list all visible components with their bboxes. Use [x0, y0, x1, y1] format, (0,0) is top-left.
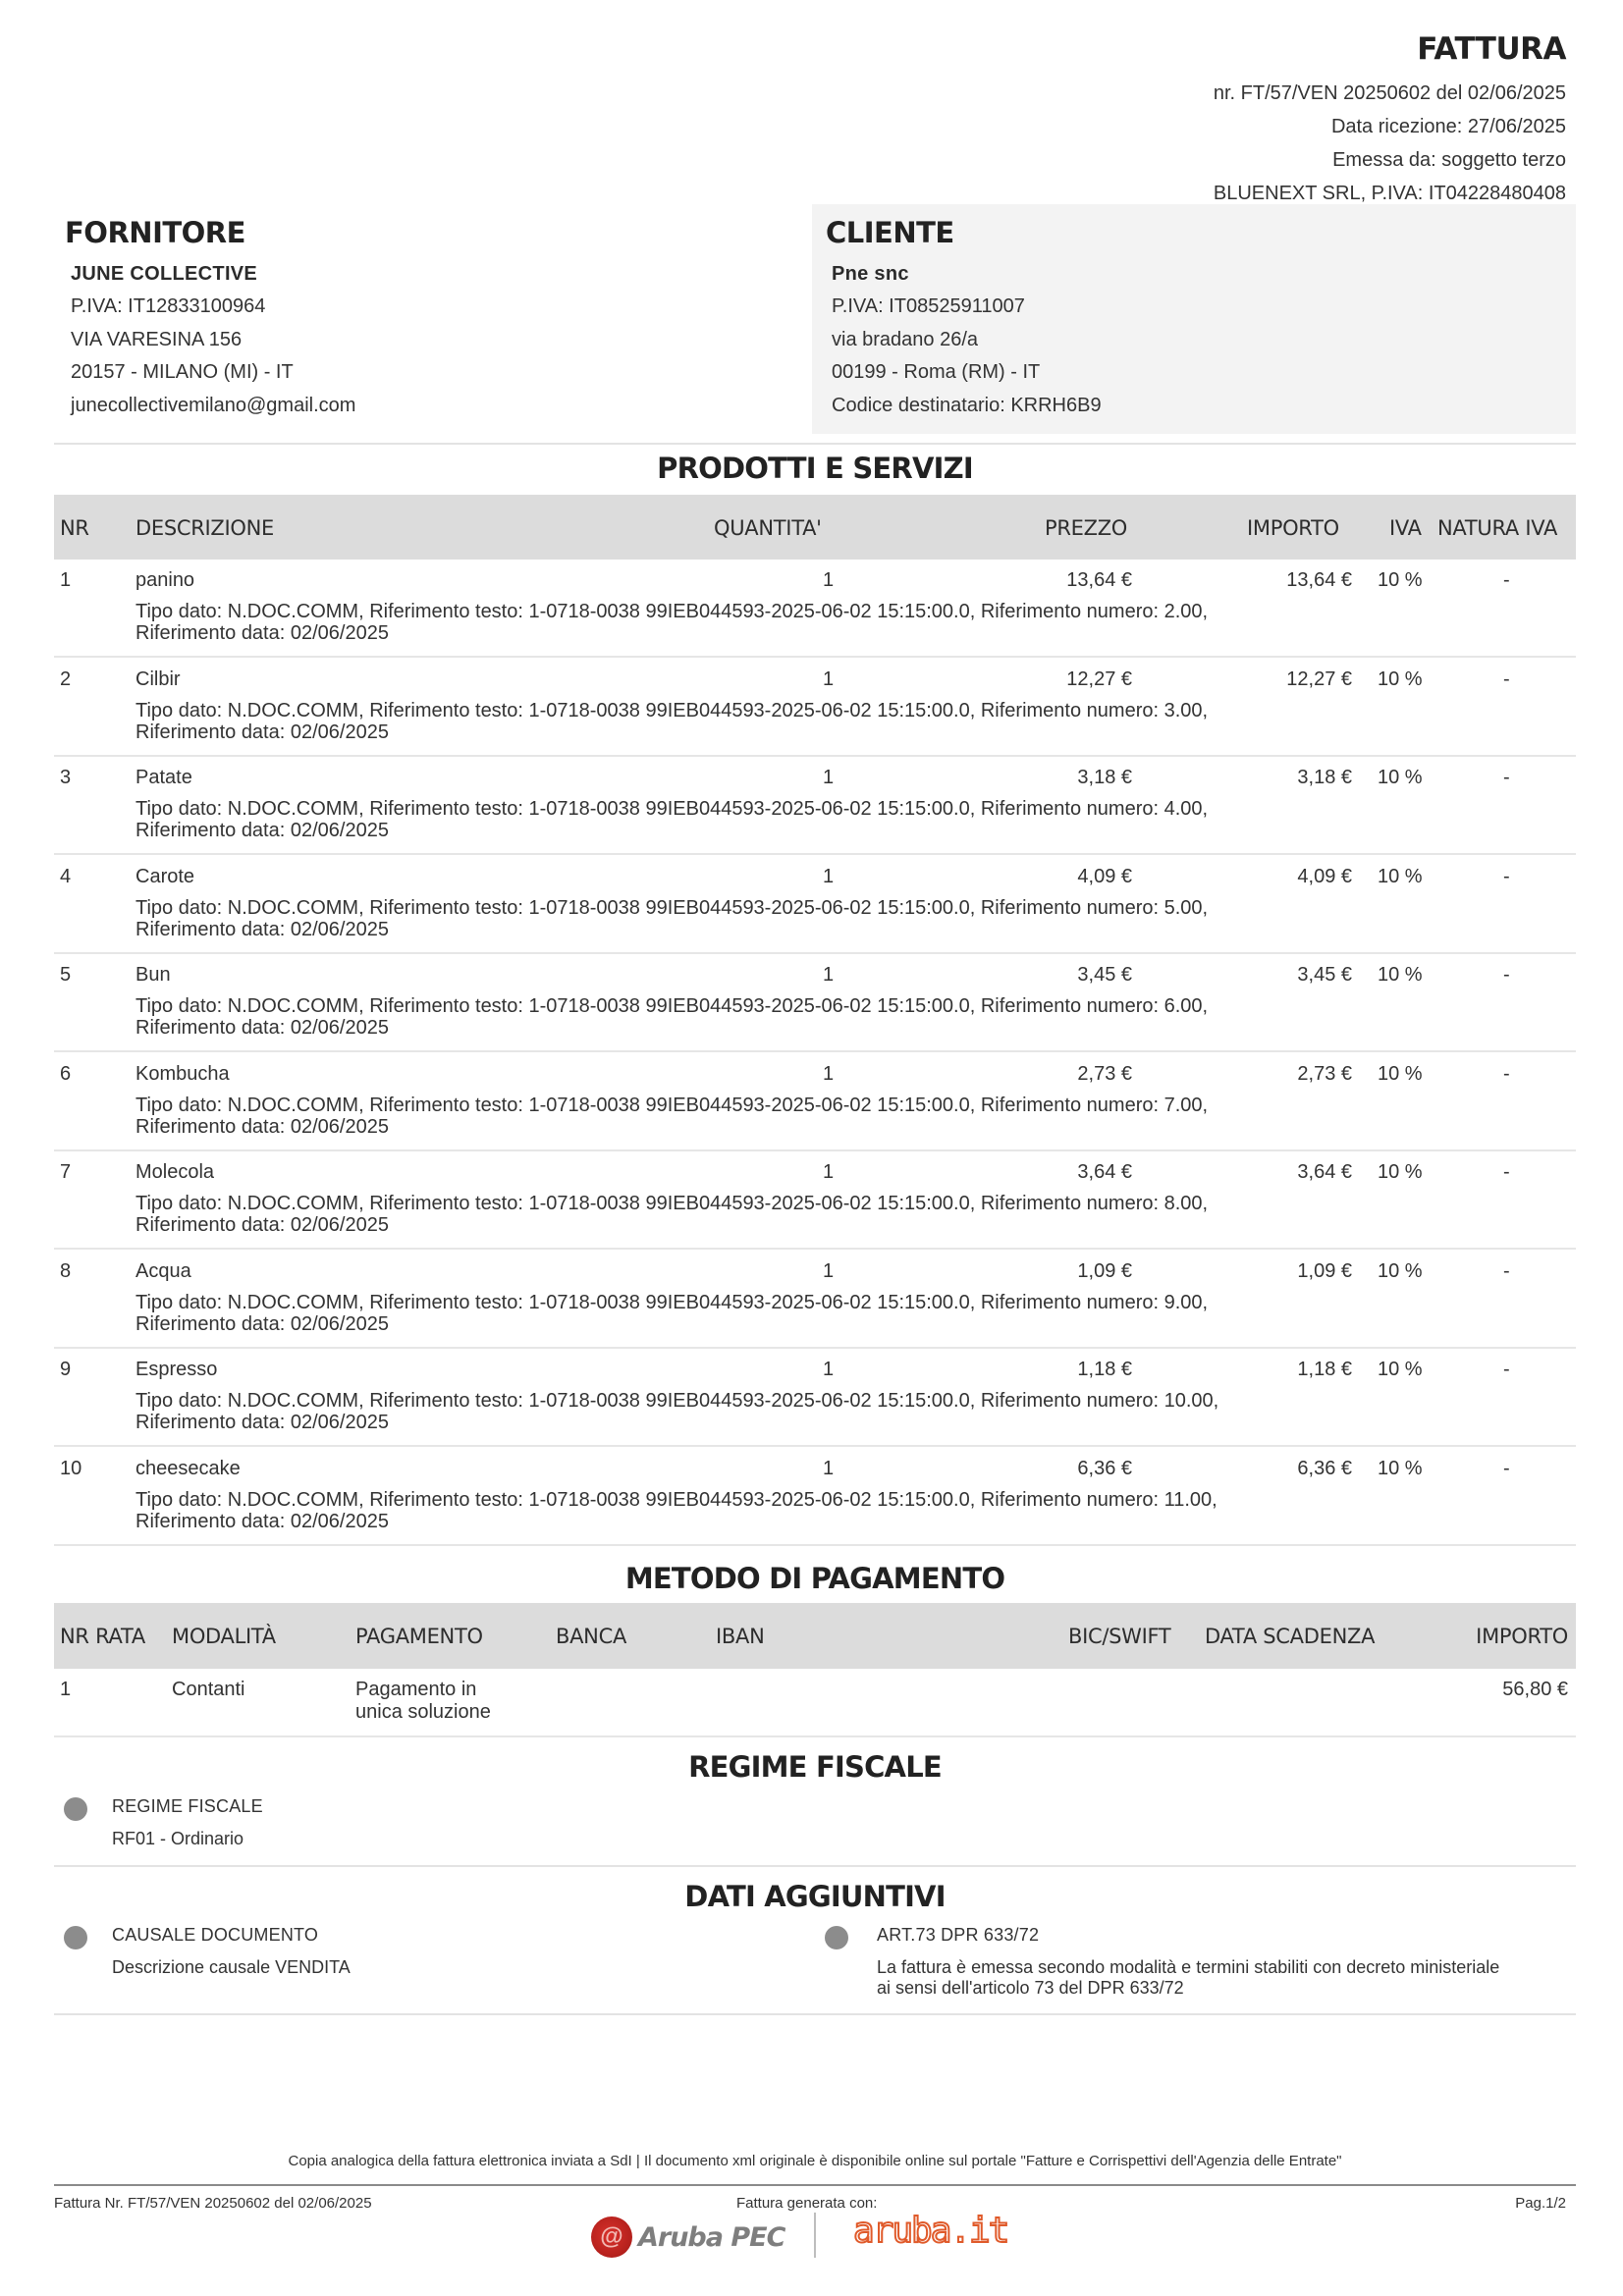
payment-table-header — [54, 1603, 1576, 1669]
row-nr: 8 — [60, 1259, 72, 1282]
col-price: PREZZO — [1045, 516, 1128, 540]
table-row — [54, 954, 1576, 1052]
row-nr: 6 — [60, 1062, 72, 1085]
table-row — [54, 659, 1576, 757]
client-recipient-code: Codice destinatario: KRRH6B9 — [832, 394, 1102, 416]
row-vat-nature: - — [1503, 767, 1510, 788]
pay-method-line: unica soluzione — [355, 1701, 491, 1723]
col-payment: PAGAMENTO — [355, 1625, 483, 1648]
row-description: Kombucha — [135, 1062, 230, 1085]
client-name: Pne snc — [832, 263, 909, 285]
row-price: 3,18 € — [1077, 767, 1132, 788]
row-quantity: 1 — [823, 1359, 835, 1380]
col-quantity: QUANTITA' — [714, 516, 822, 540]
row-price: 4,09 € — [1077, 865, 1132, 887]
issued-by: Emessa da: soggetto terzo — [1332, 149, 1566, 171]
row-vat: 10 % — [1378, 667, 1423, 690]
row-amount: 2,73 € — [1297, 1062, 1352, 1085]
row-amount: 13,64 € — [1286, 569, 1352, 591]
footer-divider — [54, 2184, 1576, 2186]
bullet-icon — [64, 1797, 87, 1821]
row-amount: 6,36 € — [1297, 1457, 1352, 1479]
row-vat-nature: - — [1503, 964, 1510, 986]
table-row — [54, 856, 1576, 954]
row-detail-line: Riferimento data: 02/06/2025 — [135, 622, 389, 644]
row-price: 1,09 € — [1077, 1259, 1132, 1282]
additional-value — [877, 1957, 1499, 1999]
row-vat: 10 % — [1378, 1457, 1423, 1479]
row-detail-line: Tipo dato: N.DOC.COMM, Riferimento testo: 1-0718-0038 99IEB044593-2025-06-02 15:15:00.0, Riferimento numero: 11.00, — [135, 1488, 1217, 1511]
row-detail — [135, 1193, 1412, 1236]
row-detail-line: Tipo dato: N.DOC.COMM, Riferimento testo: 1-0718-0038 99IEB044593-2025-06-02 15:15:00.0, Riferimento numero: 5.00, — [135, 896, 1209, 919]
bullet-icon — [825, 1926, 848, 1949]
row-vat: 10 % — [1378, 1062, 1423, 1085]
additional-label: ART.73 DPR 633/72 — [877, 1925, 1040, 1945]
row-price: 1,18 € — [1077, 1359, 1132, 1380]
aruba-it-logo: aruba.it — [853, 2211, 1008, 2251]
row-description: Carote — [135, 865, 195, 887]
pay-method-line: Pagamento in — [355, 1679, 477, 1700]
divider — [54, 443, 1576, 445]
row-detail-line: Tipo dato: N.DOC.COMM, Riferimento testo: 1-0718-0038 99IEB044593-2025-06-02 15:15:00.0, Riferimento numero: 4.00, — [135, 798, 1209, 820]
row-nr: 5 — [60, 964, 72, 986]
client-title: CLIENTE — [826, 216, 954, 249]
row-detail-line: Riferimento data: 02/06/2025 — [135, 918, 389, 940]
col-due-date: DATA SCADENZA — [1205, 1625, 1376, 1648]
row-detail-line: Tipo dato: N.DOC.COMM, Riferimento testo: 1-0718-0038 99IEB044593-2025-06-02 15:15:00.0, Riferimento numero: 8.00, — [135, 1193, 1209, 1214]
row-vat-nature: - — [1503, 1161, 1510, 1183]
row-quantity: 1 — [823, 667, 835, 690]
row-detail-line: Tipo dato: N.DOC.COMM, Riferimento testo: 1-0718-0038 99IEB044593-2025-06-02 15:15:00.0, Riferimento numero: 2.00, — [135, 601, 1209, 622]
row-vat-nature: - — [1503, 667, 1510, 690]
row-vat-nature: - — [1503, 569, 1510, 591]
row-quantity: 1 — [823, 1457, 835, 1479]
products-table-header — [54, 495, 1576, 560]
row-amount: 3,18 € — [1297, 767, 1352, 788]
additional-value-line: Descrizione causale VENDITA — [112, 1957, 351, 1977]
row-price: 2,73 € — [1077, 1062, 1132, 1085]
table-row — [54, 757, 1576, 855]
row-detail — [135, 1292, 1412, 1335]
col-installment: NR RATA — [60, 1625, 145, 1648]
row-detail — [135, 1489, 1412, 1532]
row-description: Patate — [135, 767, 192, 788]
row-amount: 12,27 € — [1286, 667, 1352, 690]
supplier-city: 20157 - MILANO (MI) - IT — [71, 361, 294, 383]
row-detail-line: Riferimento data: 02/06/2025 — [135, 1017, 389, 1039]
supplier-name: JUNE COLLECTIVE — [71, 263, 258, 285]
row-quantity: 1 — [823, 1062, 835, 1085]
row-detail-line: Tipo dato: N.DOC.COMM, Riferimento testo: 1-0718-0038 99IEB044593-2025-06-02 15:15:00.0, Riferimento numero: 9.00, — [135, 1291, 1209, 1313]
row-vat-nature: - — [1503, 1062, 1510, 1085]
divider — [54, 1865, 1576, 1867]
table-row — [54, 560, 1576, 658]
row-detail-line: Riferimento data: 02/06/2025 — [135, 1214, 389, 1236]
row-amount: 1,09 € — [1297, 1259, 1352, 1282]
col-mode: MODALITÀ — [172, 1625, 276, 1648]
row-price: 12,27 € — [1066, 667, 1132, 690]
pay-amount: 56,80 € — [1502, 1679, 1568, 1700]
row-detail-line: Riferimento data: 02/06/2025 — [135, 1412, 389, 1433]
table-row — [54, 1251, 1576, 1349]
row-amount: 3,64 € — [1297, 1161, 1352, 1183]
supplier-title: FORNITORE — [65, 216, 245, 249]
col-amount: IMPORTO — [1247, 516, 1339, 540]
row-vat-nature: - — [1503, 1457, 1510, 1479]
row-description: panino — [135, 569, 195, 591]
row-detail-line: Tipo dato: N.DOC.COMM, Riferimento testo: 1-0718-0038 99IEB044593-2025-06-02 15:15:00.0, Riferimento numero: 6.00, — [135, 995, 1209, 1017]
bullet-icon — [64, 1926, 87, 1949]
row-vat: 10 % — [1378, 767, 1423, 788]
row-amount: 4,09 € — [1297, 865, 1352, 887]
col-vat: IVA — [1389, 516, 1422, 540]
row-nr: 10 — [60, 1457, 82, 1479]
row-quantity: 1 — [823, 569, 835, 591]
row-amount: 1,18 € — [1297, 1359, 1352, 1380]
client-city: 00199 - Roma (RM) - IT — [832, 361, 1041, 383]
row-vat: 10 % — [1378, 1259, 1423, 1282]
supplier-vat: P.IVA: IT12833100964 — [71, 295, 266, 317]
row-description: Bun — [135, 964, 171, 986]
divider — [54, 2013, 1576, 2015]
row-detail-line: Tipo dato: N.DOC.COMM, Riferimento testo: 1-0718-0038 99IEB044593-2025-06-02 15:15:00.0, Riferimento numero: 3.00, — [135, 699, 1209, 721]
payment-title: METODO DI PAGAMENTO — [624, 1562, 1005, 1595]
row-description: cheesecake — [135, 1457, 241, 1479]
document-title: FATTURA — [1417, 31, 1566, 67]
pay-method — [355, 1679, 491, 1724]
row-detail-line: Riferimento data: 02/06/2025 — [135, 1510, 389, 1532]
row-detail-line: Tipo dato: N.DOC.COMM, Riferimento testo: 1-0718-0038 99IEB044593-2025-06-02 15:15:00.0, Riferimento numero: 7.00, — [135, 1094, 1209, 1116]
row-detail-line: Riferimento data: 02/06/2025 — [135, 1115, 389, 1138]
additional-label: CAUSALE DOCUMENTO — [112, 1925, 319, 1945]
col-description: DESCRIZIONE — [135, 516, 275, 540]
footer-note: Copia analogica della fattura elettronica inviata a SdI | Il documento xml originale è disponibile online sul portale "Fatture e Corrispettivi dell'Agenzia delle Entrate" — [288, 2153, 1342, 2169]
row-quantity: 1 — [823, 767, 835, 788]
aruba-pec-seal-icon: @ — [591, 2216, 632, 2258]
row-nr: 3 — [60, 767, 72, 788]
document-header — [1214, 31, 1566, 210]
row-quantity: 1 — [823, 1259, 835, 1282]
col-bank: BANCA — [556, 1625, 627, 1648]
row-vat: 10 % — [1378, 1359, 1423, 1380]
pay-mode: Contanti — [172, 1679, 245, 1700]
client-block — [812, 204, 1576, 434]
footer-invoice-ref: Fattura Nr. FT/57/VEN 20250602 del 02/06/2025 — [54, 2195, 372, 2212]
row-amount: 3,45 € — [1297, 964, 1352, 986]
row-description: Espresso — [135, 1359, 218, 1380]
row-vat: 10 % — [1378, 964, 1423, 986]
table-row — [54, 1151, 1576, 1250]
row-vat-nature: - — [1503, 1359, 1510, 1380]
table-row — [54, 1349, 1576, 1447]
row-detail — [135, 601, 1412, 644]
row-quantity: 1 — [823, 1161, 835, 1183]
additional-value-line: La fattura è emessa secondo modalità e termini stabiliti con decreto ministeriale — [877, 1957, 1500, 1977]
additional-value — [112, 1957, 351, 1978]
row-detail-line: Riferimento data: 02/06/2025 — [135, 721, 389, 743]
supplier-address: VIA VARESINA 156 — [71, 328, 243, 350]
row-price: 6,36 € — [1077, 1457, 1132, 1479]
table-row — [54, 1053, 1576, 1151]
aruba-pec-logo — [591, 2216, 784, 2259]
products-title: PRODOTTI E SERVIZI — [657, 452, 973, 485]
row-description: Molecola — [135, 1161, 215, 1183]
row-detail — [135, 995, 1412, 1039]
tax-regime-label: REGIME FISCALE — [112, 1796, 263, 1816]
row-nr: 9 — [60, 1359, 72, 1380]
row-quantity: 1 — [823, 964, 835, 986]
page-number: Pag.1/2 — [1515, 2195, 1566, 2212]
row-nr: 1 — [60, 569, 72, 591]
additional-title: DATI AGGIUNTIVI — [684, 1880, 946, 1913]
row-nr: 2 — [60, 667, 72, 690]
row-detail-line: Riferimento data: 02/06/2025 — [135, 1312, 389, 1335]
row-price: 3,64 € — [1077, 1161, 1132, 1183]
row-vat-nature: - — [1503, 1259, 1510, 1282]
client-address: via bradano 26/a — [832, 328, 979, 350]
col-iban: IBAN — [716, 1625, 765, 1648]
col-pay-amount: IMPORTO — [1476, 1625, 1568, 1648]
row-detail-line: Riferimento data: 02/06/2025 — [135, 820, 389, 841]
aruba-pec-text: Aruba PEC — [638, 2221, 785, 2253]
reception-date: Data ricezione: 27/06/2025 — [1330, 116, 1566, 137]
row-price: 3,45 € — [1077, 964, 1132, 986]
col-vat-nature: NATURA IVA — [1437, 516, 1558, 540]
row-vat: 10 % — [1378, 865, 1423, 887]
row-price: 13,64 € — [1066, 569, 1132, 591]
supplier-email: junecollectivemilano@gmail.com — [71, 394, 356, 416]
invoice-number: nr. FT/57/VEN 20250602 del 02/06/2025 — [1213, 82, 1566, 104]
payment-row — [54, 1669, 1576, 1737]
row-detail — [135, 1390, 1412, 1433]
row-detail-line: Tipo dato: N.DOC.COMM, Riferimento testo: 1-0718-0038 99IEB044593-2025-06-02 15:15:00.0, Riferimento numero: 10.00, — [135, 1390, 1219, 1412]
client-vat: P.IVA: IT08525911007 — [832, 295, 1025, 317]
col-bic: BIC/SWIFT — [1068, 1625, 1171, 1648]
row-vat: 10 % — [1378, 569, 1423, 591]
row-nr: 7 — [60, 1161, 72, 1183]
row-vat: 10 % — [1378, 1161, 1423, 1183]
supplier-block — [65, 216, 791, 422]
tax-regime-title: REGIME FISCALE — [688, 1750, 942, 1784]
row-nr: 4 — [60, 865, 72, 887]
col-nr: NR — [60, 516, 89, 540]
row-detail — [135, 798, 1412, 841]
row-vat-nature: - — [1503, 865, 1510, 887]
intermediary: BLUENEXT SRL, P.IVA: IT04228480408 — [1213, 183, 1566, 204]
row-quantity: 1 — [823, 865, 835, 887]
row-detail — [135, 700, 1412, 743]
row-description: Acqua — [135, 1259, 191, 1282]
table-row — [54, 1448, 1576, 1546]
logo-divider — [814, 2213, 816, 2258]
row-description: Cilbir — [135, 667, 181, 690]
row-detail — [135, 897, 1412, 940]
footer-generated-with: Fattura generata con: — [736, 2195, 878, 2212]
row-detail — [135, 1095, 1412, 1138]
pay-installment: 1 — [60, 1679, 72, 1700]
additional-value-line: ai sensi dell'articolo 73 del DPR 633/72 — [877, 1978, 1184, 1998]
tax-regime-value: RF01 - Ordinario — [112, 1829, 244, 1848]
